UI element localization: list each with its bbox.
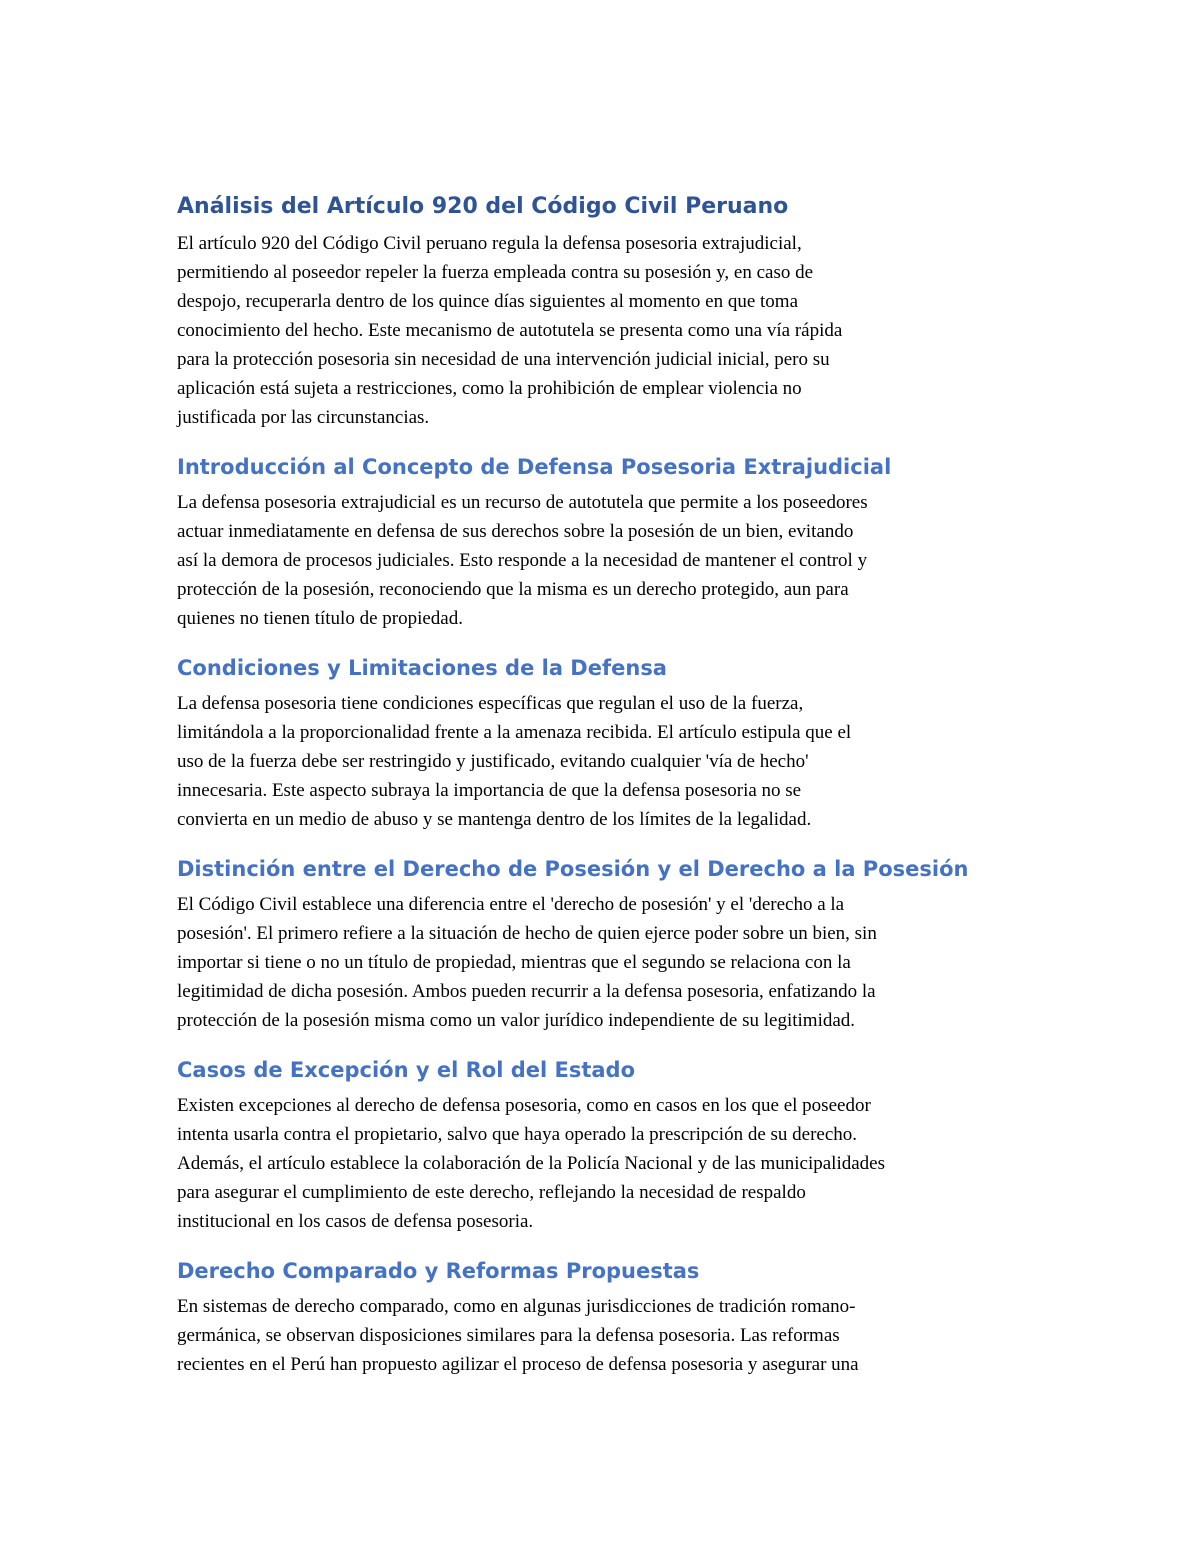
paragraph-line: El Código Civil establece una diferencia entre el 'derecho de posesión' y el 'derecho a la bbox=[177, 894, 845, 915]
paragraph-line: posesión'. El primero refiere a la situación de hecho de quien ejerce poder sobre un bien, sin bbox=[177, 923, 877, 944]
paragraph-line: importar si tiene o no un título de propiedad, mientras que el segundo se relaciona con la bbox=[177, 952, 851, 973]
paragraph-line: limitándola a la proporcionalidad frente a la amenaza recibida. El artículo estipula que el bbox=[177, 722, 852, 743]
paragraph-line: legitimidad de dicha posesión. Ambos pueden recurrir a la defensa posesoria, enfatizando la bbox=[177, 981, 876, 1002]
section-heading-distincion: Distinción entre el Derecho de Posesión y el Derecho a la Posesión bbox=[177, 857, 969, 881]
paragraph-line: para la protección posesoria sin necesidad de una intervención judicial inicial, pero su bbox=[177, 349, 830, 370]
section-paragraph-derecho-comparado bbox=[177, 1292, 1027, 1379]
paragraph-line: intenta usarla contra el propietario, salvo que haya operado la prescripción de su derecho. bbox=[177, 1124, 858, 1145]
document-content bbox=[177, 191, 1027, 1399]
paragraph-line: para asegurar el cumplimiento de este derecho, reflejando la necesidad de respaldo bbox=[177, 1182, 806, 1203]
section-paragraph-excepcion bbox=[177, 1091, 1027, 1236]
section-heading-introduccion: Introducción al Concepto de Defensa Posesoria Extrajudicial bbox=[177, 455, 892, 479]
paragraph-line: En sistemas de derecho comparado, como en algunas jurisdicciones de tradición romano- bbox=[177, 1296, 856, 1317]
section-heading-excepcion: Casos de Excepción y el Rol del Estado bbox=[177, 1058, 636, 1082]
paragraph-line: permitiendo al poseedor repeler la fuerza empleada contra su posesión y, en caso de bbox=[177, 262, 814, 283]
paragraph-line: La defensa posesoria tiene condiciones específicas que regulan el uso de la fuerza, bbox=[177, 693, 804, 714]
paragraph-line: La defensa posesoria extrajudicial es un recurso de autotutela que permite a los poseedores bbox=[177, 492, 868, 513]
paragraph-line: conocimiento del hecho. Este mecanismo de autotutela se presenta como una vía rápida bbox=[177, 320, 843, 341]
document-title: Análisis del Artículo 920 del Código Civil Peruano bbox=[177, 194, 789, 219]
section-heading-derecho-comparado: Derecho Comparado y Reformas Propuestas bbox=[177, 1259, 700, 1283]
paragraph-line: protección de la posesión misma como un valor jurídico independiente de su legitimidad. bbox=[177, 1010, 856, 1031]
section-paragraph-introduccion bbox=[177, 488, 1027, 633]
paragraph-line: recientes en el Perú han propuesto agilizar el proceso de defensa posesoria y asegurar una bbox=[177, 1354, 859, 1375]
section-paragraph-distincion bbox=[177, 890, 1027, 1035]
paragraph-line: germánica, se observan disposiciones similares para la defensa posesoria. Las reformas bbox=[177, 1325, 840, 1346]
intro-paragraph bbox=[177, 229, 1027, 432]
paragraph-line: protección de la posesión, reconociendo que la misma es un derecho protegido, aun para bbox=[177, 579, 849, 600]
section-paragraph-condiciones bbox=[177, 689, 1027, 834]
paragraph-line: Además, el artículo establece la colaboración de la Policía Nacional y de las municipalidades bbox=[177, 1153, 886, 1174]
paragraph-line: justificada por las circunstancias. bbox=[177, 407, 430, 428]
paragraph-line: Existen excepciones al derecho de defensa posesoria, como en casos en los que el poseedor bbox=[177, 1095, 871, 1116]
paragraph-line: quienes no tienen título de propiedad. bbox=[177, 608, 463, 629]
paragraph-line: institucional en los casos de defensa posesoria. bbox=[177, 1211, 534, 1232]
paragraph-line: actuar inmediatamente en defensa de sus derechos sobre la posesión de un bien, evitando bbox=[177, 521, 854, 542]
paragraph-line: aplicación está sujeta a restricciones, como la prohibición de emplear violencia no bbox=[177, 378, 802, 399]
paragraph-line: innecesaria. Este aspecto subraya la importancia de que la defensa posesoria no se bbox=[177, 780, 802, 801]
section-heading-condiciones: Condiciones y Limitaciones de la Defensa bbox=[177, 656, 667, 680]
paragraph-line: El artículo 920 del Código Civil peruano regula la defensa posesoria extrajudicial, bbox=[177, 233, 802, 254]
paragraph-line: uso de la fuerza debe ser restringido y justificado, evitando cualquier 'vía de hecho' bbox=[177, 751, 809, 772]
paragraph-line: convierta en un medio de abuso y se mantenga dentro de los límites de la legalidad. bbox=[177, 809, 812, 830]
paragraph-line: así la demora de procesos judiciales. Esto responde a la necesidad de mantener el control y bbox=[177, 550, 868, 571]
paragraph-line: despojo, recuperarla dentro de los quince días siguientes al momento en que toma bbox=[177, 291, 799, 312]
